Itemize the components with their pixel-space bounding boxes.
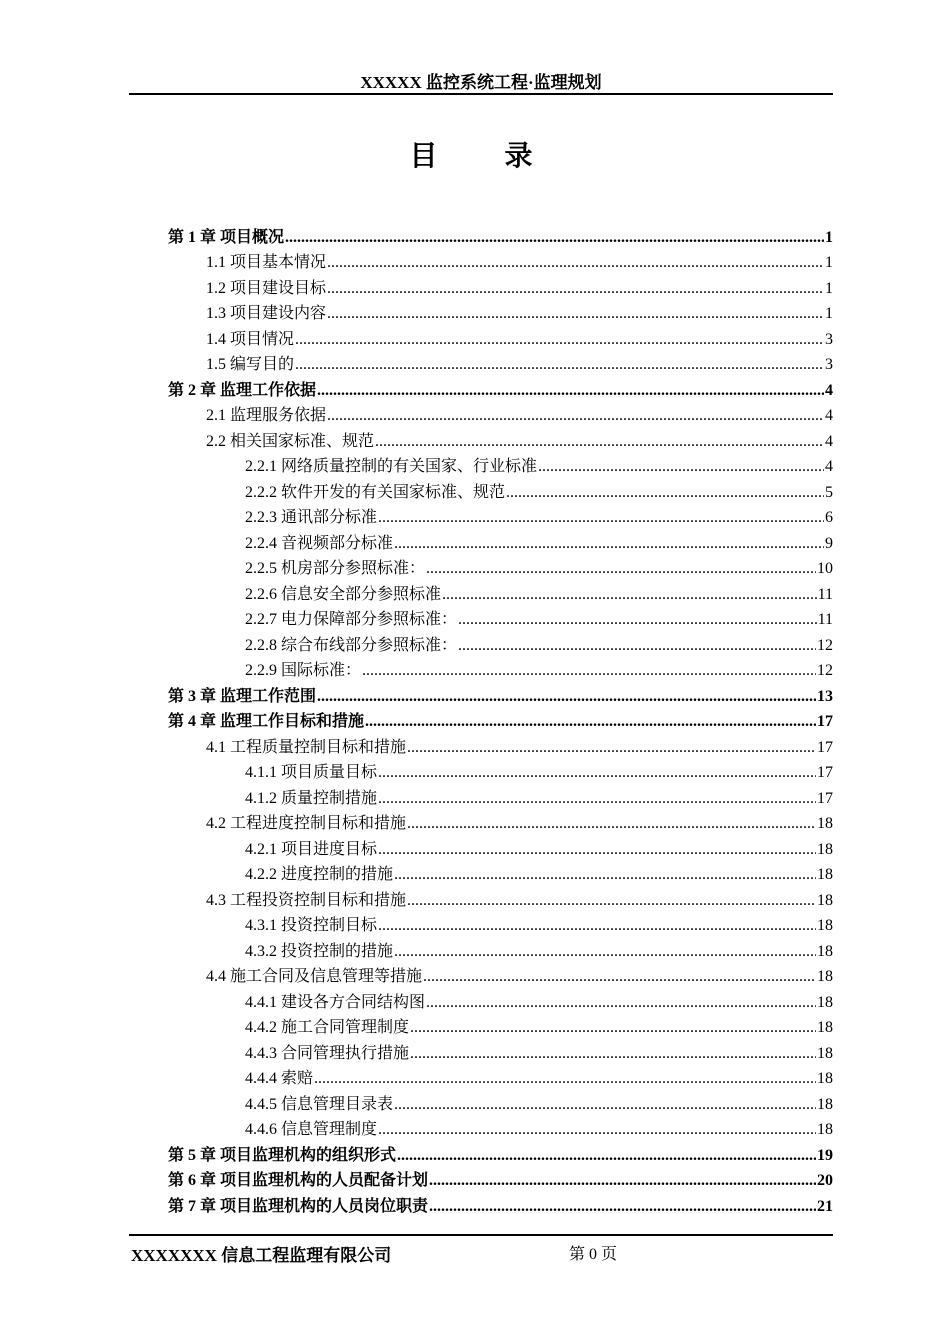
toc-dot-leader: [378, 790, 816, 808]
toc-entry-label: 4.2.1 项目进度目标: [245, 840, 378, 858]
toc-entry-page: 1: [825, 228, 833, 246]
header-divider: [129, 93, 833, 95]
toc-entry-label: 4.1.1 项目质量目标: [245, 764, 378, 781]
toc-entry-label: 第 3 章 监理工作范围: [168, 687, 317, 705]
footer-divider: [129, 1234, 833, 1236]
footer-page-number: 第 0 页: [569, 1246, 618, 1263]
toc-dot-leader: [378, 841, 816, 859]
toc-entry-page: 1: [825, 305, 833, 322]
toc-entry-label: 1.1 项目基本情况: [206, 254, 327, 271]
toc-dot-leader: [429, 1198, 816, 1216]
toc-entry[interactable]: [168, 1037, 833, 1063]
toc-entry[interactable]: [168, 1012, 833, 1038]
toc-entry-label: 1.4 项目情况: [206, 330, 295, 348]
toc-entry[interactable]: [168, 935, 833, 961]
toc-entry-label: 2.2.4 音视频部分标准: [245, 534, 394, 552]
toc-entry[interactable]: [168, 1088, 833, 1114]
toc-dot-leader: [295, 356, 824, 374]
toc-entry-label: 2.2.3 通讯部分标准: [245, 509, 378, 526]
toc-dot-leader: [378, 917, 816, 935]
toc-entry-page: 4: [825, 381, 833, 399]
toc-entry[interactable]: [168, 553, 833, 579]
toc-entry[interactable]: [168, 680, 833, 706]
toc-entry-page: 18: [817, 815, 833, 832]
toc-dot-leader: [378, 764, 816, 782]
toc-entry-page: 18: [817, 1044, 833, 1062]
toc-entry-page: 18: [817, 891, 833, 909]
toc-dot-leader: [429, 1172, 816, 1190]
toc-entry-page: 18: [817, 993, 833, 1011]
toc-entry-page: 18: [817, 1070, 833, 1087]
toc-dot-leader: [442, 586, 817, 604]
toc-dot-leader: [407, 892, 816, 910]
toc-entry-label: 2.2.2 软件开发的有关国家标准、规范: [245, 483, 506, 501]
toc-dot-leader: [426, 560, 816, 578]
toc-dot-leader: [317, 688, 816, 706]
toc-entry-label: 2.2.6 信息安全部分参照标准: [245, 585, 442, 603]
toc-entry-page: 21: [817, 1197, 833, 1215]
toc-dot-leader: [394, 535, 824, 553]
toc-entry-page: 18: [817, 866, 833, 883]
toc-entry[interactable]: [168, 1190, 833, 1216]
toc-entry-label: 第 6 章 项目监理机构的人员配备计划: [168, 1172, 429, 1189]
toc-entry[interactable]: [168, 1165, 833, 1191]
toc-entry[interactable]: [168, 986, 833, 1012]
toc-entry[interactable]: [168, 629, 833, 655]
toc-entry-label: 2.2.7 电力保障部分参照标准：: [245, 611, 458, 628]
toc-entry-page: 5: [825, 483, 833, 501]
toc-entry[interactable]: [168, 808, 833, 834]
toc-dot-leader: [327, 407, 824, 425]
toc-dot-leader: [378, 509, 824, 527]
toc-entry-label: 第 4 章 监理工作目标和措施: [168, 713, 365, 730]
toc-entry-label: 2.2.8 综合布线部分参照标准：: [245, 636, 458, 654]
toc-entry-page: 3: [825, 330, 833, 348]
toc-dot-leader: [375, 433, 824, 451]
toc-entry-label: 1.3 项目建设内容: [206, 305, 327, 322]
toc-dot-leader: [538, 458, 824, 476]
toc-entry-page: 18: [817, 1121, 833, 1138]
toc-entry-page: 11: [817, 585, 833, 603]
toc-entry-page: 20: [817, 1172, 833, 1189]
toc-dot-leader: [378, 1121, 816, 1139]
toc-entry-label: 1.2 项目建设目标: [206, 279, 327, 297]
toc-entry-label: 4.4.6 信息管理制度: [245, 1121, 378, 1138]
toc-entry[interactable]: [168, 578, 833, 604]
toc-entry[interactable]: [168, 349, 833, 375]
toc-entry-label: 4.2 工程进度控制目标和措施: [206, 815, 407, 832]
toc-entry-label: 2.2.5 机房部分参照标准：: [245, 560, 426, 577]
toc-entry-page: 12: [817, 662, 833, 679]
toc-entry-label: 4.3 工程投资控制目标和措施: [206, 891, 407, 909]
toc-entry-page: 17: [817, 789, 833, 807]
toc-entry-page: 6: [825, 509, 833, 526]
toc-dot-leader: [394, 943, 816, 961]
toc-entry-page: 4: [825, 458, 833, 475]
toc-entry-label: 4.3.1 投资控制目标: [245, 917, 378, 934]
toc-entry[interactable]: [168, 961, 833, 987]
toc-dot-leader: [314, 1070, 816, 1088]
toc-dot-leader: [410, 1045, 816, 1063]
toc-entry[interactable]: [168, 706, 833, 732]
toc-entry-label: 4.2.2 进度控制的措施: [245, 866, 394, 883]
toc-entry[interactable]: [168, 502, 833, 528]
toc-dot-leader: [394, 1096, 816, 1114]
toc-entry-page: 10: [817, 560, 833, 577]
toc-entry-label: 第 2 章 监理工作依据: [168, 381, 317, 399]
toc-entry-label: 4.4.2 施工合同管理制度: [245, 1019, 410, 1036]
toc-dot-leader: [317, 382, 824, 400]
toc-entry-label: 4.4 施工合同及信息管理等措施: [206, 968, 423, 985]
toc-entry[interactable]: [168, 731, 833, 757]
toc-entry-page: 17: [817, 764, 833, 781]
toc-entry-label: 4.4.3 合同管理执行措施: [245, 1044, 410, 1062]
toc-entry[interactable]: [168, 859, 833, 885]
toc-dot-leader: [397, 1147, 816, 1165]
toc-entry-label: 4.1.2 质量控制措施: [245, 789, 378, 807]
toc-title: 目 录: [409, 141, 563, 172]
toc-entry[interactable]: [168, 476, 833, 502]
toc-entry-page: 11: [817, 611, 833, 628]
toc-entry[interactable]: [168, 833, 833, 859]
toc-entry-label: 4.1 工程质量控制目标和措施: [206, 738, 407, 756]
toc-entry[interactable]: [168, 451, 833, 477]
toc-dot-leader: [423, 968, 816, 986]
toc-entry-label: 4.3.2 投资控制的措施: [245, 942, 394, 960]
toc-entry[interactable]: [168, 910, 833, 936]
toc-entry-page: 17: [817, 738, 833, 756]
toc-entry-label: 2.2 相关国家标准、规范: [206, 432, 375, 450]
toc-entry[interactable]: [168, 400, 833, 426]
toc-entry-page: 4: [825, 407, 833, 424]
toc-entry[interactable]: [168, 527, 833, 553]
toc-entry-label: 4.4.5 信息管理目录表: [245, 1095, 394, 1113]
toc-dot-leader: [362, 662, 816, 680]
toc-dot-leader: [327, 254, 824, 272]
toc-entry-label: 2.2.9 国际标准：: [245, 662, 362, 679]
toc-entry-page: 17: [817, 713, 833, 730]
toc-entry-label: 2.2.1 网络质量控制的有关国家、行业标准: [245, 458, 538, 475]
table-of-contents: [168, 221, 833, 1216]
toc-entry[interactable]: [168, 425, 833, 451]
toc-entry[interactable]: [168, 1139, 833, 1165]
toc-dot-leader: [506, 484, 824, 502]
toc-entry-page: 13: [817, 687, 833, 705]
toc-entry[interactable]: [168, 221, 833, 247]
toc-dot-leader: [365, 713, 816, 731]
toc-dot-leader: [410, 1019, 816, 1037]
toc-entry[interactable]: [168, 247, 833, 273]
toc-dot-leader: [394, 866, 816, 884]
toc-dot-leader: [458, 637, 816, 655]
toc-entry-page: 4: [825, 432, 833, 450]
toc-entry-page: 1: [825, 279, 833, 297]
toc-dot-leader: [407, 815, 816, 833]
toc-entry-page: 18: [817, 942, 833, 960]
toc-entry-page: 18: [817, 968, 833, 985]
toc-entry-label: 第 7 章 项目监理机构的人员岗位职责: [168, 1197, 429, 1215]
toc-dot-leader: [327, 305, 824, 323]
toc-dot-leader: [327, 280, 824, 298]
toc-entry-page: 18: [817, 840, 833, 858]
toc-entry[interactable]: [168, 757, 833, 783]
toc-entry[interactable]: [168, 604, 833, 630]
toc-dot-leader: [458, 611, 817, 629]
toc-entry-page: 18: [817, 1019, 833, 1036]
toc-dot-leader: [295, 331, 824, 349]
toc-entry[interactable]: [168, 1114, 833, 1140]
toc-entry-label: 2.1 监理服务依据: [206, 407, 327, 424]
toc-dot-leader: [426, 994, 816, 1012]
toc-entry-label: 1.5 编写目的: [206, 356, 295, 373]
toc-entry[interactable]: [168, 1063, 833, 1089]
toc-entry[interactable]: [168, 374, 833, 400]
toc-entry-label: 4.4.1 建设各方合同结构图: [245, 993, 426, 1011]
toc-entry-page: 18: [817, 1095, 833, 1113]
toc-entry[interactable]: [168, 298, 833, 324]
toc-entry[interactable]: [168, 884, 833, 910]
toc-entry-page: 18: [817, 917, 833, 934]
toc-entry-page: 1: [825, 254, 833, 271]
toc-entry-page: 19: [817, 1146, 833, 1164]
toc-entry-page: 9: [825, 534, 833, 552]
toc-entry-page: 12: [817, 636, 833, 654]
toc-entry-label: 第 5 章 项目监理机构的组织形式: [168, 1146, 397, 1164]
toc-entry[interactable]: [168, 272, 833, 298]
toc-dot-leader: [407, 739, 816, 757]
toc-entry[interactable]: [168, 655, 833, 681]
toc-entry[interactable]: [168, 323, 833, 349]
toc-entry-page: 3: [825, 356, 833, 373]
toc-entry-label: 4.4.4 索赔: [245, 1070, 314, 1087]
page-header-title: XXXXX 监控系统工程·监理规划: [360, 73, 602, 92]
toc-dot-leader: [285, 229, 824, 247]
toc-entry-label: 第 1 章 项目概况: [168, 228, 285, 246]
footer-company: XXXXXXX 信息工程监理有限公司: [131, 1246, 392, 1265]
toc-entry[interactable]: [168, 782, 833, 808]
